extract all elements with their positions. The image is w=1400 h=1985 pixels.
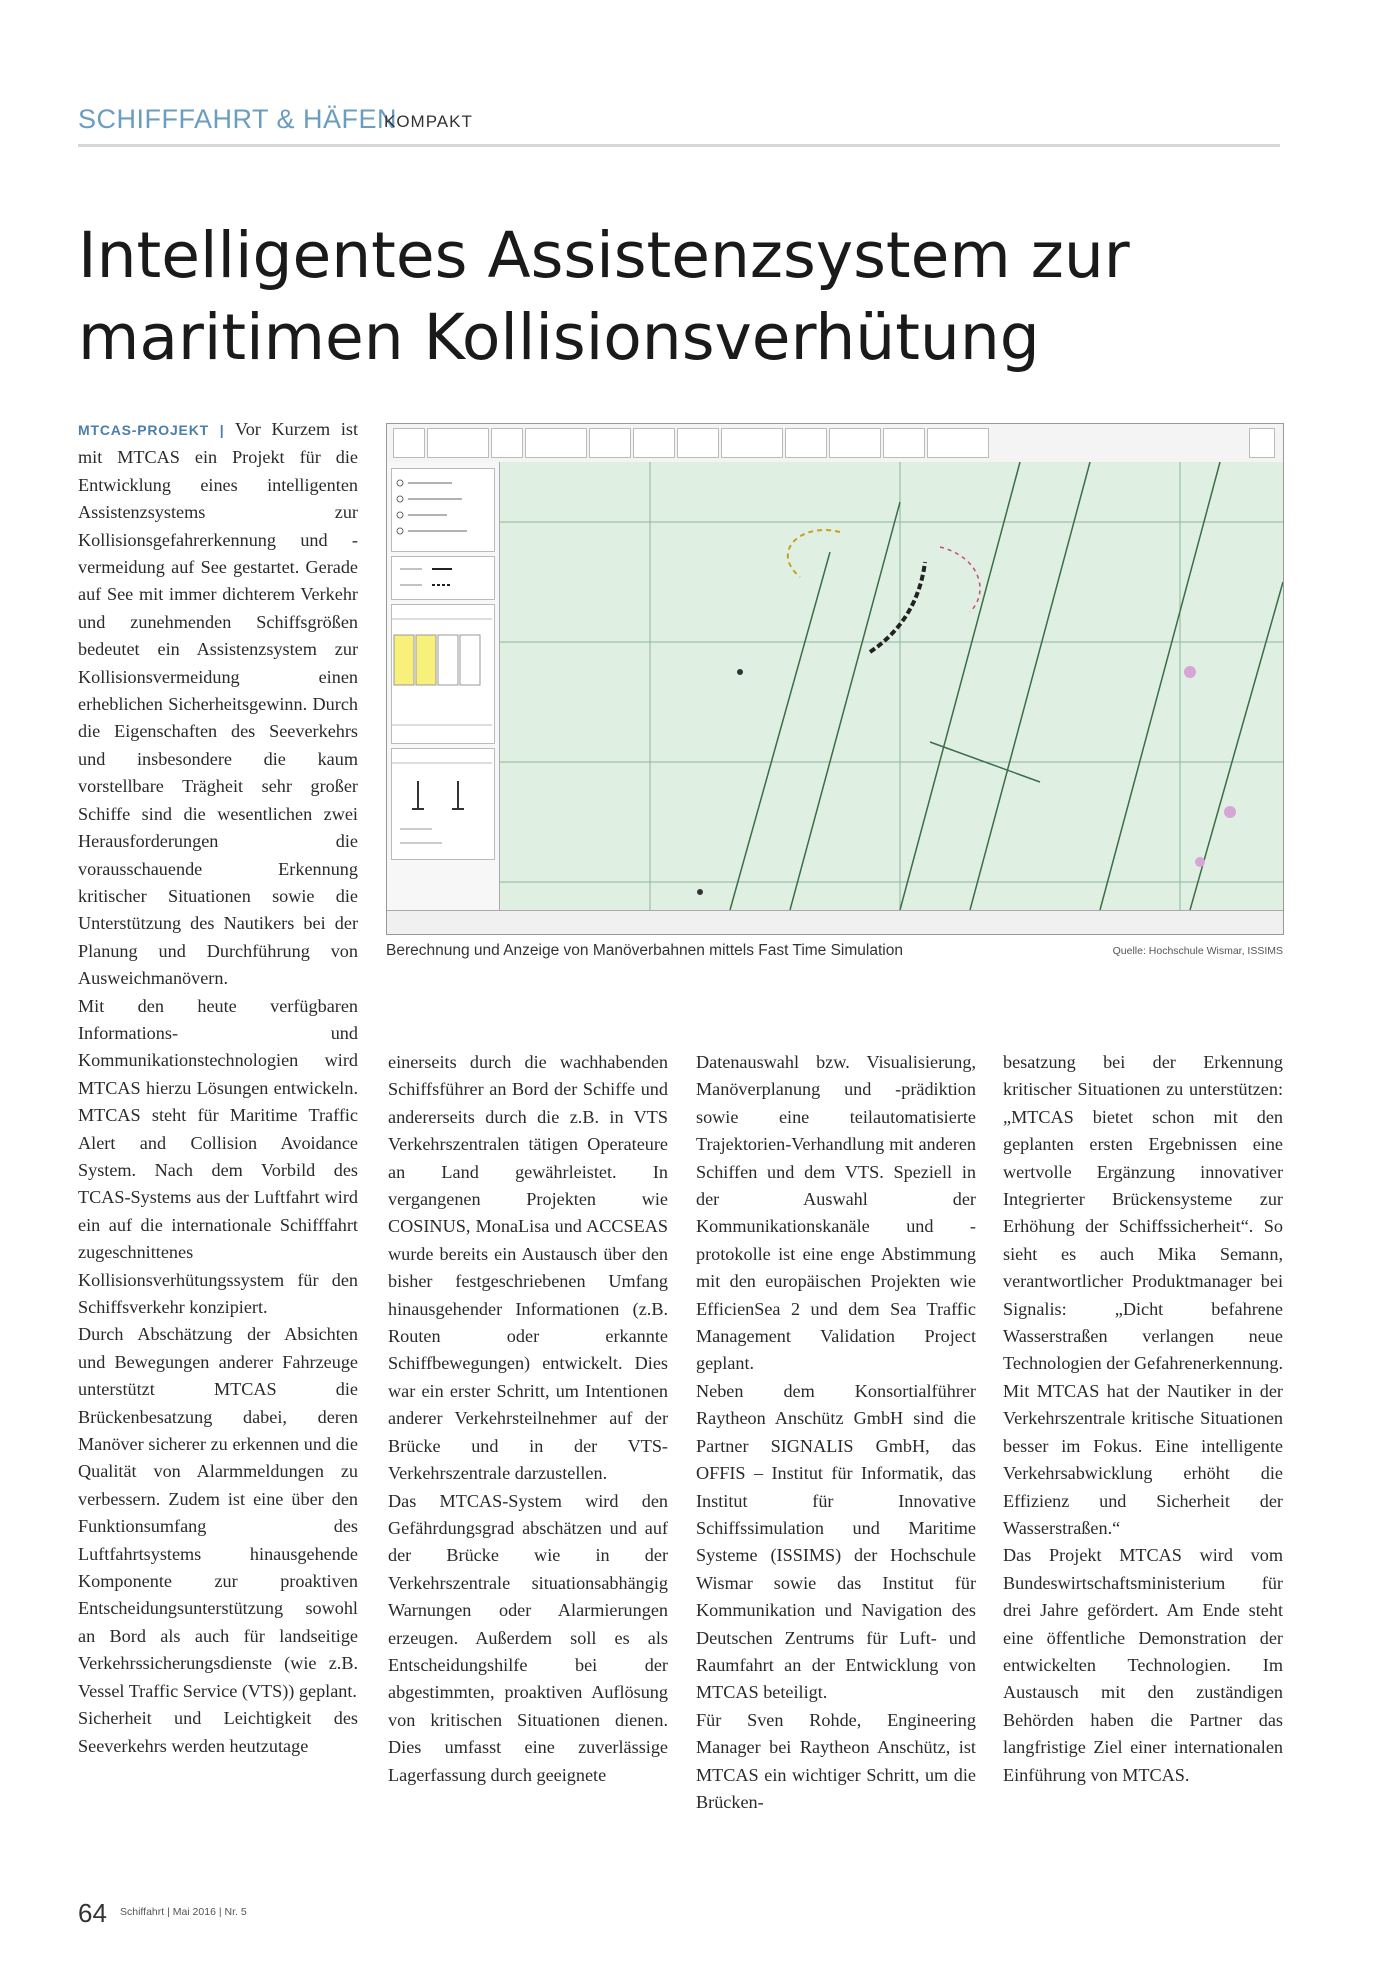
paragraph-text: Vor Kurzem ist mit MTCAS ein Projekt für die Entwicklung eines intelligenten Assistenzsystems zur Kollisionsgefahrerkennung und -vermeidung auf See gestartet. Gerade auf See mit immer dichterem Verkehr und zunehmenden Schiffsgrößen bedeutet ein Assistenzsystem zur Kollisionsvermeidung einen erheblichen Sicherheitsgewinn. Durch die Eigenschaften des Seeverkehrs und insbesondere die kaum vorstellbare Trägheit sehr großer Schiffe sind die wesentlichen zwei Herausforderungen die vorausschauende Erkennung kritischer Situationen sowie die Unterstützung des Nautikers bei der Planung und Durchführung von Ausweichmanövern. [78,419,359,989]
toolbar-field [829,428,881,458]
screenshot-toolbar [387,424,1283,463]
paragraph: Durch Abschätzung der Absichten und Bewegungen anderer Fahrzeuge unterstützt MTCAS die Brückenbesatzung dabei, deren Manöver sicherer zu erkennen und die Qualität von Alarmmeldungen zu verbessern. Zudem ist eine über den Funktionsumfang des Luftfahrtsystems hinausgehende Komponente zur proaktiven Entscheidungsunterstützung sowohl an Bord als auch für landseitige Verkehrssicherungsdienste (wie z.B. Vessel Traffic Service (VTS)) geplant. [78,1324,358,1701]
toolbar-field [633,428,675,458]
toolbar-field [491,428,523,458]
paragraph: Für Sven Rohde, Engineering Manager bei Raytheon Anschütz, ist MTCAS ein wichtiger Schritt, um die Brücken- [696,1709,976,1812]
status-bar [394,635,414,685]
article-title [78,215,1278,379]
options-panel [391,468,495,552]
text-column-4 [1003,1049,1283,1789]
toolbar-field [677,428,719,458]
publication-info: Schiffahrt | Mai 2016 | Nr. 5 [120,1906,247,1918]
toolbar-field [427,428,489,458]
bar-panel [391,604,495,744]
status-bar [416,635,436,685]
text-column-3 [696,1049,976,1816]
screenshot-statusbar [387,910,1283,935]
section-header [78,104,1280,147]
page-number: 64 [78,1898,107,1928]
paragraph [78,416,358,993]
screenshot-side-panel [387,462,500,934]
toolbar-field [525,428,587,458]
gauge-panel [391,748,495,860]
paragraph: Datenauswahl bzw. Visualisierung, Manöverplanung und -prädiktion sowie eine teilautomatisierte Trajektorien-Verhandlung mit anderen Schiffen und dem VTS. Speziell in der Auswahl der Kommunikationskanäle und -protokolle ist eine enge Abstimmung mit den europäischen Projekten wie EfficienSea 2 und dem Sea Traffic Management Validation Project geplant. [696,1052,976,1374]
paragraph: besatzung bei der Erkennung kritischer Situationen zu unterstützen: „MTCAS bietet schon mit den geplanten ersten Ergebnissen eine wertvolle Ergänzung innovativer Integrierter Brückensysteme zur Erhöhung der Schiffssicherheit“. So sieht es auch Mika Semann, verantwortlicher Produktmanager bei Signalis: „Dicht befahrene Wasserstraßen verlangen neue Technologien der Gefahrenerkennung. Mit MTCAS hat der Nautiker in der Verkehrszentrale kritische Situationen besser im Fokus. Eine intelligente Verkehrsabwicklung erhöht die Effizienz und Sicherheit der Wasserstraßen.“ [1003,1052,1284,1538]
section-title: SCHIFFFAHRT & HÄFEN [78,104,398,134]
toolbar-button [1249,428,1275,458]
options-list [392,469,492,549]
text-column-1 [78,416,358,1760]
toolbar-field [927,428,989,458]
article-title-line-2: maritimen Kollisionsverhütung [78,301,1040,374]
legend-panel [391,556,495,600]
sea-chart-view [500,462,1283,910]
article-title-line-1: Intelligentes Assistenzsystem zur [78,219,1130,292]
figure-caption: Berechnung und Anzeige von Manöverbahnen mittels Fast Time Simulation [386,942,903,959]
paragraph: Neben dem Konsortialführer Raytheon Anschütz GmbH sind die Partner SIGNALIS GmbH, das OFFIS – Institut für Informatik, das Institut für Innovative Schiffssimulation und Maritime Systeme (ISSIMS) der Hochschule Wismar sowie das Institut für Kommunikation und Navigation des Deutschen Zentrums für Luft- und Raumfahrt an der Entwicklung von MTCAS beteiligt. [696,1380,976,1703]
figure-credit: Quelle: Hochschule Wismar, ISSIMS [1112,945,1283,957]
trajectory-chart [500,462,1283,910]
gauges [392,749,492,857]
paragraph: Mit den heute verfügbaren Informations- und Kommunikationstechnologien wird MTCAS hierzu Lösungen entwickeln. MTCAS steht für Maritime Traffic Alert and Collision Avoidance System. Nach dem Vorbild des TCAS-Systems aus der Luftfahrt wird ein auf die internationale Schifffahrt zugeschnittenes Kollisionsverhütungssystem für den Schiffsverkehr konzipiert. [78,995,358,1317]
status-bar [460,635,480,685]
toolbar-field [785,428,827,458]
toolbar-field [721,428,783,458]
toolbar-field [883,428,925,458]
toolbar-field [589,428,631,458]
paragraph: einerseits durch die wachhabenden Schiffsführer an Bord der Schiffe und andererseits durch die z.B. in VTS Verkehrszentralen tätigen Operateure an Land gewährleistet. In vergangenen Projekten wie COSINUS, MonaLisa und ACCSEAS wurde bereits ein Austausch über den bisher festgeschriebenen Umfang hinausgehender Informationen (z.B. Routen oder erkannte Schiffbewegungen) entwickelt. Dies war ein erster Schritt, um Intentionen anderer Verkehrsteilnehmer auf der Brücke und in der VTS-Verkehrszentrale darzustellen. [388,1052,668,1484]
paragraph: Sicherheit und Leichtigkeit des Seeverkehrs werden heutzutage [78,1708,358,1756]
text-column-2 [388,1049,668,1789]
paragraph: Das MTCAS-System wird den Gefährdungsgrad abschätzen und auf der Brücke wie in der Verkehrszentrale situationsabhängig Warnungen oder Alarmierungen erzeugen. Außerdem soll es als Entscheidungshilfe bei der abgestimmten, proaktiven Auflösung von kritischen Situationen dienen. Dies umfasst eine zuverlässige Lagerfassung durch geeignete [388,1490,668,1785]
legend-swatches [392,557,492,597]
simulation-screenshot [386,423,1284,935]
status-bar [438,635,458,685]
status-bars [392,605,492,741]
paragraph: Das Projekt MTCAS wird vom Bundeswirtschaftsministerium für drei Jahre gefördert. Am Ende steht eine öffentliche Demonstration der entwickelten Technologien. Im Austausch mit den zuständigen Behörden haben die Partner das langfristige Ziel einer internationalen Einführung von MTCAS. [1003,1545,1283,1785]
toolbar-field [393,428,425,458]
article-kicker: MTCAS-PROJEKT | [78,422,225,438]
section-subtitle: KOMPAKT [384,112,473,131]
